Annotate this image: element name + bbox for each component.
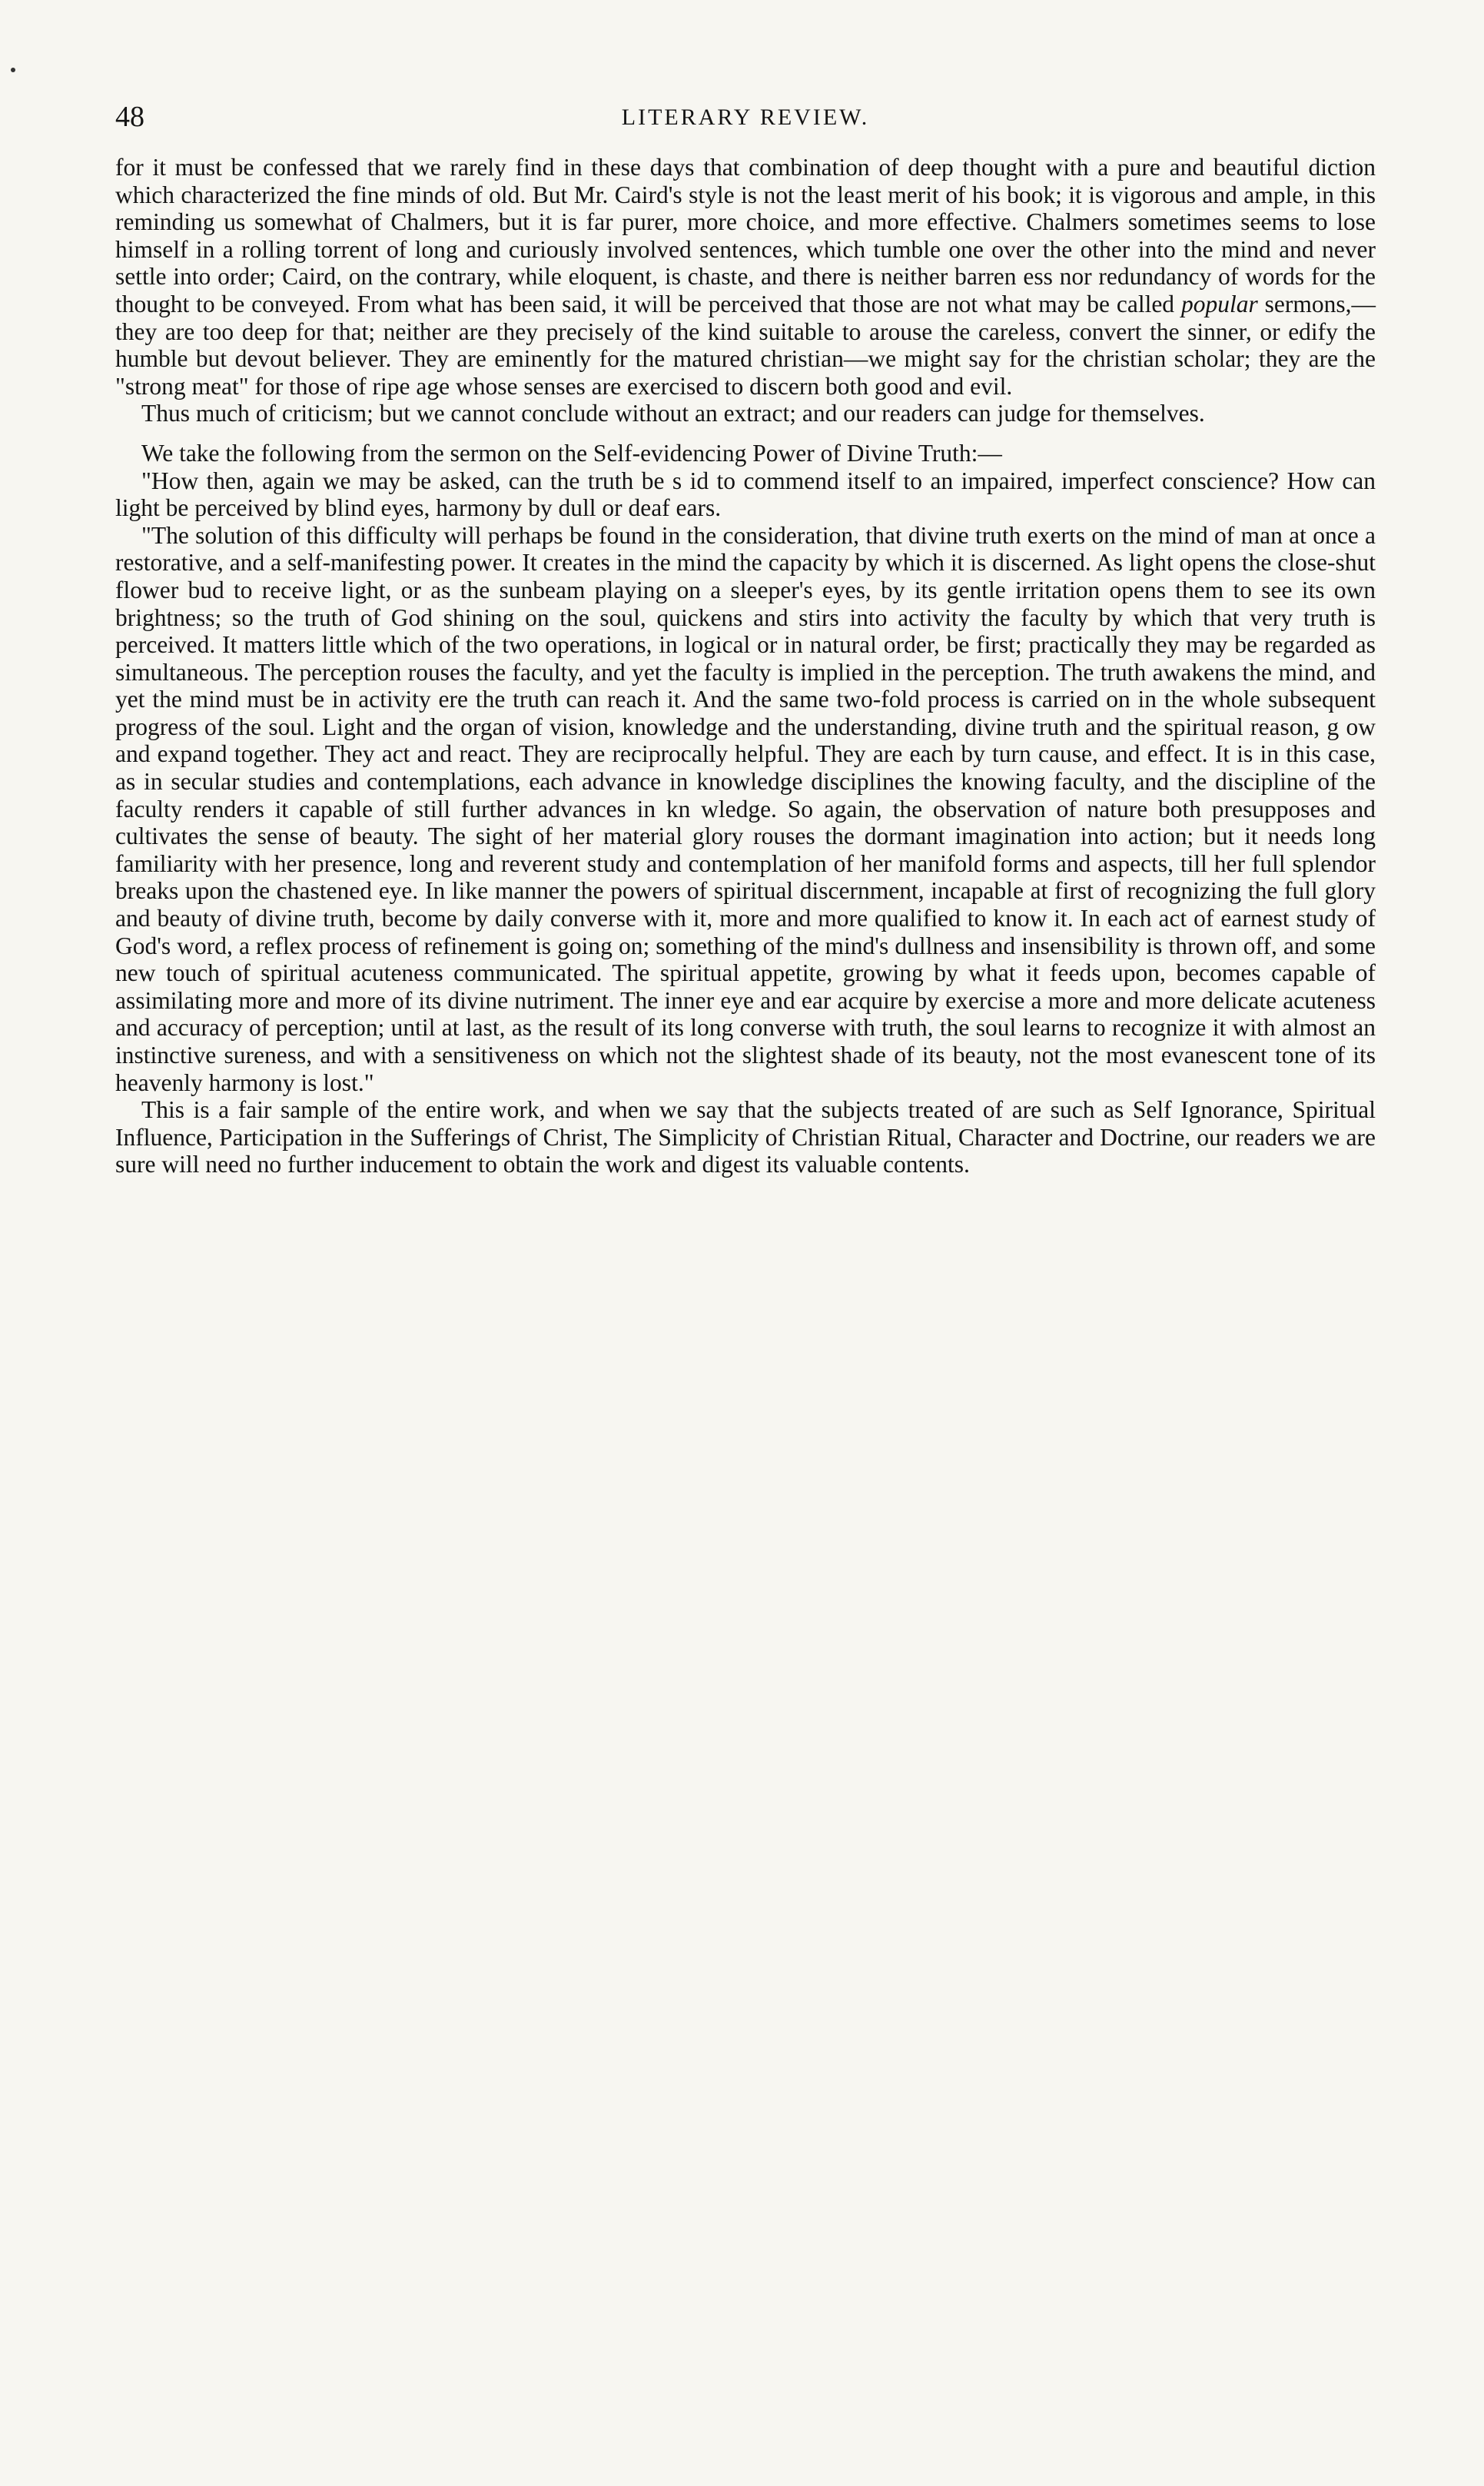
paragraph-text: sermons,—they are too deep for that; neither are they precisely of the kind suitable to arouse the careless, convert the sinner, or edify the humble but devout believer. They are eminently for the matured christian—we might say for the christian scholar; they are the "strong meat" for those of ripe age whose senses are exercised to discern both good and evil. (115, 290, 1376, 400)
page-header (115, 100, 1376, 154)
quoted-paragraph: "How then, again we may be asked, can the truth be s id to commend itself to an impaired, imperfect conscience? How can light be perceived by blind eyes, harmony by dull or deaf ears. (115, 467, 1376, 522)
document-page (115, 100, 1376, 1178)
article-body (115, 154, 1376, 1178)
page-number: 48 (115, 101, 144, 133)
running-head: LITERARY REVIEW. (621, 105, 870, 130)
paragraph (115, 154, 1376, 400)
quoted-paragraph: "The solution of this difficulty will perhaps be found in the consideration, that divine truth exerts on the mind of man at once a restorative, and a self-manifesting power. It creates in the mind the capacity by which it is discerned. As light opens the close-shut flower bud to receive light, or as the sunbeam playing on a sleeper's eyes, by its gentle irritation opens them to see its own brightness; so the truth of God shining on the soul, quickens and stirs into activity the faculty by which that very truth is perceived. It matters little which of the two operations, in logical or in natural order, be first; practically they may be regarded as simultaneous. The perception rouses the faculty, and yet the faculty is implied in the perception. The truth awakens the mind, and yet the mind must be in activity ere the truth can reach it. And the same two-fold process is carried on in the whole subsequent progress of the soul. Light and the organ of vision, knowledge and the understanding, divine truth and the spiritual reason, g ow and expand together. They act and react. They are reciprocally helpful. They are each by turn cause, and effect. It is in this case, as in secular studies and contemplations, each advance in knowledge disciplines the knowing faculty, and the discipline of the faculty renders it capable of still further advances in kn wledge. So again, the observation of nature both presupposes and cultivates the sense of beauty. The sight of her material glory rouses the dormant imagination into action; but it needs long familiarity with her presence, long and reverent study and contemplation of her manifold forms and aspects, till her full splendor breaks upon the chastened eye. In like manner the powers of spiritual discernment, incapable at first of recognizing the full glory and beauty of divine truth, become by daily converse with it, more and more qualified to know it. In each act of earnest study of God's word, a reflex process of refinement is going on; something of the mind's dullness and insensibility is thrown off, and some new touch of spiritual acuteness communicated. The spiritual appetite, growing by what it feeds upon, becomes capable of assimilating more and more of its divine nutriment. The inner eye and ear acquire by exercise a more and more delicate acuteness and accuracy of perception; until at last, as the result of its long converse with truth, the soul learns to recognize it with almost an instinctive sureness, and with a sensitiveness on which not the slightest shade of its beauty, not the most evanescent tone of its heavenly harmony is lost." (115, 521, 1376, 1096)
paragraph: We take the following from the sermon on the Self-evidencing Power of Divine Truth:— (141, 439, 1002, 467)
emphasized-word: popular (1180, 290, 1258, 317)
paragraph: This is a fair sample of the entire work, and when we say that the subjects treated of are such as Self Ignorance, Spiritual Influence, Participation in the Sufferings of Christ, The Simplicity of Christian Ritual, Character and Doctrine, our readers we are sure will need no further inducement to obtain the work and digest its valuable contents. (115, 1096, 1376, 1178)
margin-mark (11, 68, 15, 72)
paragraph: Thus much of criticism; but we cannot conclude without an extract; and our readers can judge for themselves. (141, 400, 1205, 427)
paragraph-text: for it must be confessed that we rarely find in these days that combination of deep thought with a pure and beautiful diction which characterized the fine minds of old. But Mr. Caird's style is not the least merit of his book; it is vigorous and ample, in this reminding us somewhat of Chalmers, but it is far purer, more choice, and more effective. Chalmers sometimes seems to lose himself in a rolling torrent of long and curiously involved sentences, which tumble one over the other into the mind and never settle into order; Caird, on the contrary, while eloquent, is chaste, and there is neither barren ess nor redundancy of words for the thought to be conveyed. From what has been said, it will be perceived that those are not what may be called (115, 154, 1376, 317)
